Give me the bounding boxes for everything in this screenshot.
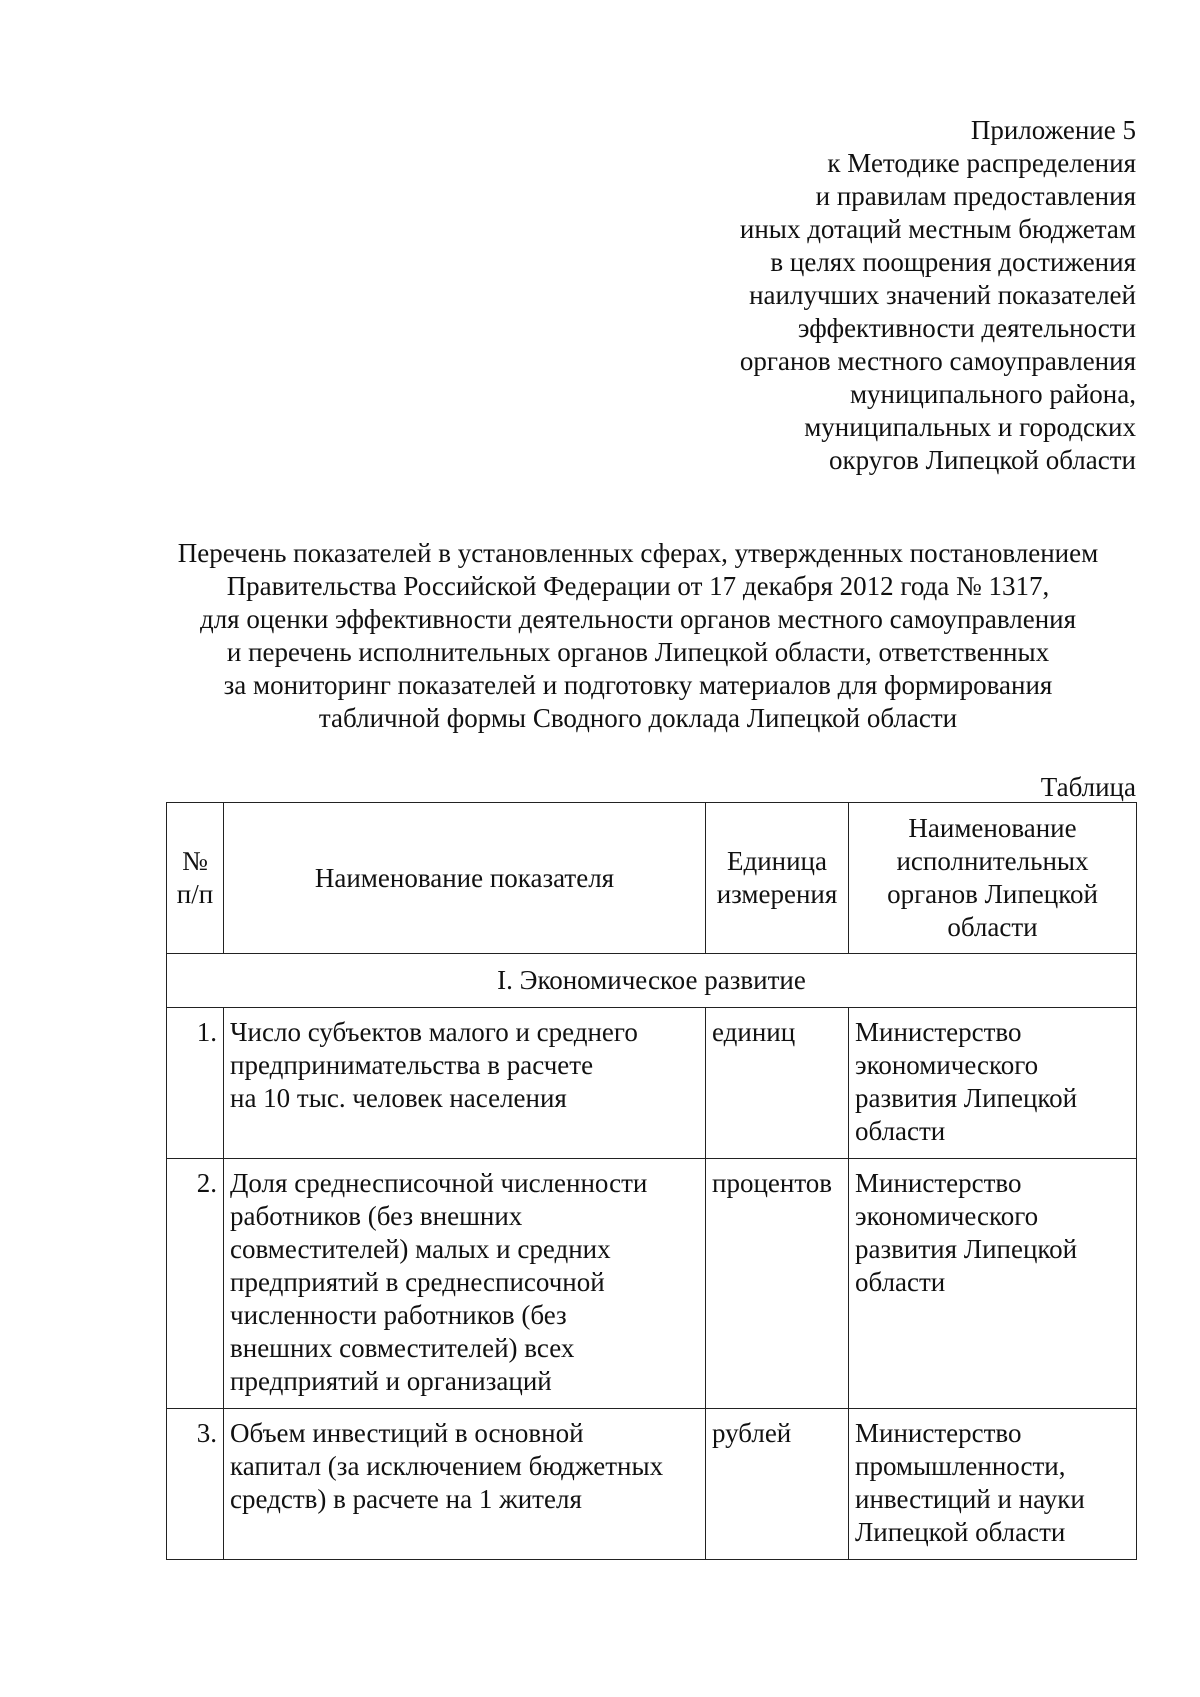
row-number: 2. [167,1159,224,1409]
org-line: области [855,1267,946,1297]
unit-cell: рублей [706,1409,849,1560]
table-row [167,1159,1137,1409]
section-row [167,954,1137,1008]
unit-cell: процентов [706,1159,849,1409]
table-header-row [167,803,1137,954]
appendix-line: муниципального района, [849,379,1136,409]
title-line: Правительства Российской Федерации от 17 декабря 2012 года № 1317, [226,571,1050,601]
table-row [167,1008,1137,1159]
document-title [130,537,1146,735]
header-org-line: органов Липецкой [887,879,1098,909]
appendix-line: и правилам предоставления [815,181,1136,211]
header-org-line: Наименование [908,813,1077,843]
indicator-line: численности работников (без [230,1300,567,1330]
indicator-name [224,1409,706,1560]
org-line: развития Липецкой [855,1083,1078,1113]
indicator-line: капитал (за исключением бюджетных [230,1451,664,1481]
indicator-line: средств) в расчете на 1 жителя [230,1484,582,1514]
org-line: инвестиций и науки [855,1484,1085,1514]
title-line: для оценки эффективности деятельности органов местного самоуправления [199,604,1077,634]
appendix-line: наилучших значений показателей [749,280,1136,310]
indicators-table [166,802,1137,1560]
org-line: промышленности, [855,1451,1066,1481]
appendix-line: к Методике распределения [827,148,1136,178]
appendix-line: в целях поощрения достижения [770,247,1136,277]
header-unit [706,803,849,954]
appendix-line: иных дотаций местным бюджетам [739,214,1136,244]
header-num-line: п/п [176,879,214,909]
org-line: Министерство [855,1168,1022,1198]
indicator-line: предприятий в среднесписочной [230,1267,605,1297]
org-cell [849,1409,1137,1560]
org-line: экономического [855,1050,1039,1080]
org-line: Министерство [855,1418,1022,1448]
title-line: табличной формы Сводного доклада Липецкой области [318,703,958,733]
header-name-line: Наименование показателя [314,862,615,893]
row-number: 1. [167,1008,224,1159]
appendix-line: округов Липецкой области [828,445,1136,475]
section-title: I. Экономическое развитие [167,954,1137,1008]
appendix-line: эффективности деятельности [797,313,1136,343]
header-name [224,803,706,954]
row-number: 3. [167,1409,224,1560]
indicator-line: Объем инвестиций в основной [230,1418,584,1448]
org-cell [849,1008,1137,1159]
indicator-name [224,1008,706,1159]
indicator-line: внешних совместителей) всех [230,1333,575,1363]
header-org-line: области [947,912,1038,942]
header-org [849,803,1137,954]
org-cell [849,1159,1137,1409]
unit-cell: единиц [706,1008,849,1159]
header-num-line: № [182,846,208,876]
indicator-line: Доля среднесписочной численности [230,1168,648,1198]
header-unit-line: Единица [726,846,827,876]
appendix-line: муниципальных и городских [804,412,1136,442]
header-org-line: исполнительных [896,846,1089,876]
indicator-line: на 10 тыс. человек населения [230,1083,567,1113]
org-line: области [855,1116,946,1146]
org-line: Липецкой области [855,1517,1066,1547]
indicator-line: совместителей) малых и средних [230,1234,611,1264]
indicator-line: предпринимательства в расчете [230,1050,594,1080]
org-line: Министерство [855,1017,1022,1047]
indicator-name [224,1159,706,1409]
indicator-line: предприятий и организаций [230,1366,552,1396]
org-line: экономического [855,1201,1039,1231]
title-line: Перечень показателей в установленных сферах, утвержденных постановлением [177,538,1099,568]
table-caption: Таблица [1040,772,1136,802]
indicator-line: работников (без внешних [230,1201,523,1231]
header-unit-line: измерения [716,879,838,909]
appendix-line: органов местного самоуправления [739,346,1136,376]
indicator-line: Число субъектов малого и среднего [230,1017,638,1047]
title-line: и перечень исполнительных органов Липецкой области, ответственных [226,637,1050,667]
header-num [167,803,224,954]
org-line: развития Липецкой [855,1234,1078,1264]
table-row [167,1409,1137,1560]
appendix-header [436,114,1136,477]
title-line: за мониторинг показателей и подготовку материалов для формирования [223,670,1053,700]
appendix-line: Приложение 5 [970,115,1136,145]
